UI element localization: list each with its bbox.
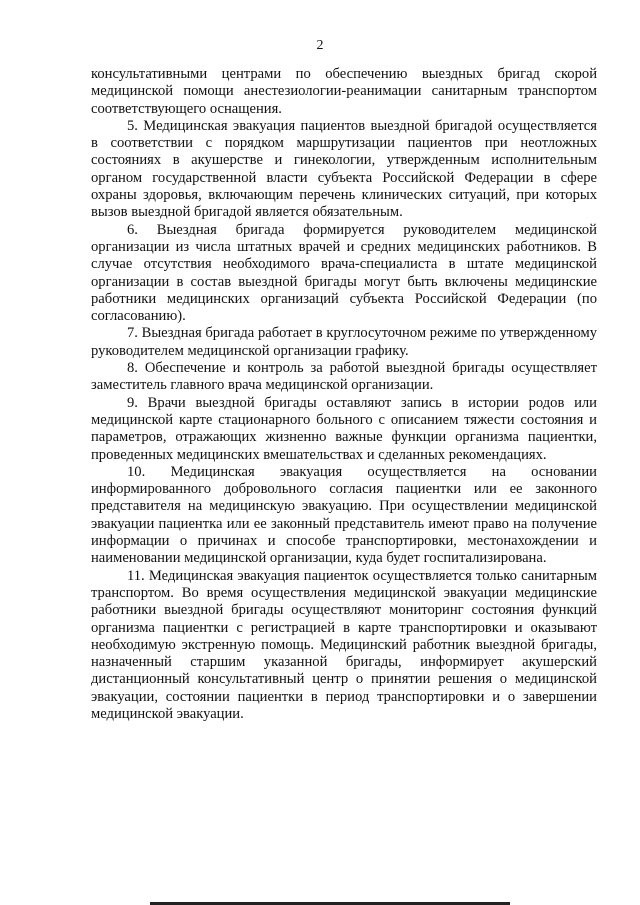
- paragraph-item-7: 7. Выездная бригада работает в круглосуточном режиме по утвержденному руководителем медицинской организации графику.: [91, 325, 597, 359]
- paragraph-item-6: 6. Выездная бригада формируется руководителем медицинской организации из числа штатных врачей и средних медицинских работников. В случае отсутствия необходимого врача-специалиста в штате медицинской организации в состав выездной бригады могут быть включены медицинские работники медицинских организаций субъекта Российской Федерации (по согласованию).: [91, 221, 597, 325]
- document-body: [91, 66, 597, 723]
- paragraph-item-11: 11. Медицинская эвакуация пациенток осуществляется только санитарным транспортом. Во время осуществления медицинской эвакуации медицинские работники выездной бригады осуществляют мониторинг состояния функций организма пациентки с регистрацией в карте транспортировки и оказывают необходимую экстренную помощь. Медицинский работник выездной бригады, назначенный старшим указанной бригады, информирует акушерский дистанционный консультативный центр о принятии решения о медицинской эвакуации, состоянии пациентки в период транспортировки и о завершении медицинской эвакуации.: [91, 567, 597, 722]
- paragraph-item-8: 8. Обеспечение и контроль за работой выездной бригады осуществляет заместитель главного врача медицинской организации.: [91, 360, 597, 394]
- page-number: 2: [316, 38, 324, 53]
- paragraph-continuation: консультативными центрами по обеспечению выездных бригад скорой медицинской помощи анестезиологии-реанимации санитарным транспортом соответствующего оснащения.: [91, 66, 597, 117]
- paragraph-item-9: 9. Врачи выездной бригады оставляют запись в истории родов или медицинской карте стационарного больного с описанием тяжести состояния и параметров, отражающих жизненно важные функции организма пациентки, проведенных медицинских вмешательствах и сделанных рекомендациях.: [91, 394, 597, 463]
- paragraph-item-5: 5. Медицинская эвакуация пациентов выездной бригадой осуществляется в соответствии с порядком маршрутизации пациентов при неотложных состояниях в акушерстве и гинекологии, утвержденным исполнительным органом государственной власти субъекта Российской Федерации в сфере охраны здоровья, включающим перечень клинических ситуаций, при которых вызов выездной бригадой является обязательным.: [91, 117, 597, 221]
- paragraph-item-10: 10. Медицинская эвакуация осуществляется на основании информированного добровольного согласия пациентки или ее законного представителя на медицинскую эвакуацию. При осуществлении медицинской эвакуации пациентка или ее законный представитель имеют право на получение информации о причинах и способе транспортировки, местонахождении и наименовании медицинской организации, куда будет госпитализирована.: [91, 463, 597, 567]
